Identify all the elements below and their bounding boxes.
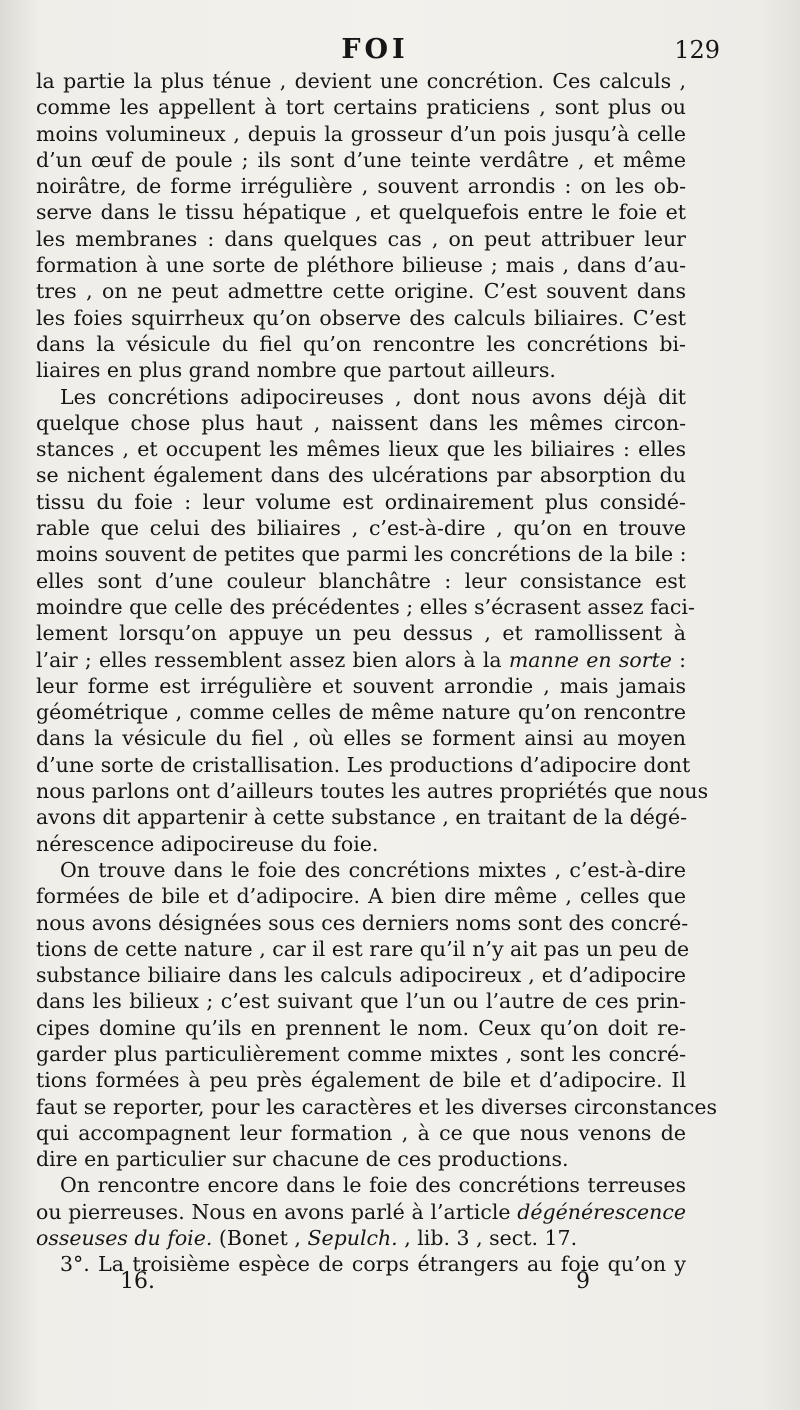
text-line xyxy=(36,1199,686,1225)
text-line: avons dit appartenir à cette substance , en traitant de la dégé- xyxy=(36,805,688,830)
text-line: quelque chose plus haut , naissent dans les mêmes circon- xyxy=(36,410,686,435)
text-line: comme les appellent à tort certains praticiens , sont plus ou xyxy=(36,95,686,120)
text-line: stances , et occupent les mêmes lieux que les biliaires : elles xyxy=(36,437,686,462)
text-line xyxy=(36,1225,686,1251)
text-line: cipes domine qu’ils en prennent le nom. Ceux qu’on doit re- xyxy=(36,1015,686,1040)
text-line xyxy=(36,647,686,673)
italic-term: dégénérescence xyxy=(517,1199,686,1224)
text-line: noirâtre, de forme irrégulière , souvent arrondis : on les ob- xyxy=(36,174,686,199)
text-line: d’une sorte de cristallisation. Les productions d’adipocire dont xyxy=(36,752,691,777)
text-line: se nichent également dans des ulcérations par absorption du xyxy=(36,463,686,488)
text-line: qui accompagnent leur formation , à ce que nous venons de xyxy=(36,1120,686,1145)
italic-term: manne en sorte xyxy=(508,647,672,672)
text-line: tissu du foie : leur volume est ordinairement plus considé- xyxy=(36,489,686,514)
text-line: On trouve dans le foie des concrétions mixtes , c’est-à-dire xyxy=(60,857,686,882)
text-line: leur forme est irrégulière et souvent arrondie , mais jamais xyxy=(36,673,686,698)
text-line: moindre que celle des précédentes ; elles s’écrasent assez faci- xyxy=(36,594,695,619)
text-line: liaires en plus grand nombre que partout ailleurs. xyxy=(36,358,556,383)
page-header xyxy=(30,34,720,70)
signature-mark: 16. xyxy=(120,1269,155,1294)
text-line: moins souvent de petites que parmi les concrétions de la bile : xyxy=(36,542,687,567)
text-fragment: : xyxy=(671,647,686,672)
running-head: FOI xyxy=(341,34,409,65)
text-line: Les concrétions adipocireuses , dont nous avons déjà dit xyxy=(60,384,686,409)
text-line: tres , on ne peut admettre cette origine. C’est souvent dans xyxy=(36,279,686,304)
text-line: 3°. La troisième espèce de corps étrangers au foie qu’on y xyxy=(60,1252,686,1277)
text-line: les membranes : dans quelques cas , on peut attribuer leur xyxy=(36,226,686,251)
text-line: elles sont d’une couleur blanchâtre : leur consistance est xyxy=(36,568,686,593)
text-line: faut se reporter, pour les caractères et les diverses circonstances xyxy=(36,1094,718,1119)
text-line: dans la vésicule du fiel , où elles se forment ainsi au moyen xyxy=(36,726,686,751)
text-line: dans la vésicule du fiel qu’on rencontre les concrétions bi- xyxy=(36,331,686,356)
italic-term: Sepulch. xyxy=(307,1226,398,1251)
text-fragment: , lib. 3 , sect. 17. xyxy=(397,1226,578,1251)
text-fragment: (Bonet , xyxy=(218,1226,308,1251)
page-number: 129 xyxy=(674,36,720,64)
text-fragment: ou pierreuses. Nous en avons parlé à l’article xyxy=(36,1199,518,1224)
page-footer xyxy=(120,1269,590,1299)
text-line: On rencontre encore dans le foie des concrétions terreuses xyxy=(60,1173,686,1198)
text-line: géométrique , comme celles de même nature qu’on rencontre xyxy=(36,700,686,725)
text-line: les foies squirrheux qu’on observe des calculs biliaires. C’est xyxy=(36,305,686,330)
text-line: substance biliaire dans les calculs adipocireux , et d’adipocire xyxy=(36,963,686,988)
text-line: la partie la plus ténue , devient une concrétion. Ces calculs , xyxy=(36,69,686,93)
text-line: nous parlons ont d’ailleurs toutes les autres propriétés que nous xyxy=(36,779,709,804)
text-line: d’un œuf de poule ; ils sont d’une teinte verdâtre , et même xyxy=(36,147,686,172)
text-line: nérescence adipocireuse du foie. xyxy=(36,831,379,856)
sheet-number: 9 xyxy=(576,1269,590,1294)
italic-term: osseuses du foie. xyxy=(36,1226,219,1251)
text-line: tions de cette nature , car il est rare qu’il n’y ait pas un peu de xyxy=(36,936,690,961)
text-line: formées de bile et d’adipocire. A bien dire même , celles que xyxy=(36,884,686,909)
text-line: lement lorsqu’on appuye un peu dessus , et ramollissent à xyxy=(36,621,686,646)
text-line: dire en particulier sur chacune de ces productions. xyxy=(36,1147,569,1172)
text-line: formation à une sorte de pléthore bilieuse ; mais , dans d’au- xyxy=(36,253,686,278)
text-line: dans les bilieux ; c’est suivant que l’un ou l’autre de ces prin- xyxy=(36,989,686,1014)
text-fragment: l’air ; elles ressemblent assez bien alors à la xyxy=(36,647,509,672)
text-line: serve dans le tissu hépatique , et quelquefois entre le foie et xyxy=(36,200,686,225)
text-line: nous avons désignées sous ces derniers noms sont des concré- xyxy=(36,910,689,935)
text-line: rable que celui des biliaires , c’est-à-dire , qu’on en trouve xyxy=(36,516,686,541)
body-text xyxy=(36,68,718,1278)
text-line: tions formées à peu près également de bile et d’adipocire. Il xyxy=(36,1068,686,1093)
text-line: garder plus particulièrement comme mixtes , sont les concré- xyxy=(36,1041,686,1066)
text-line: moins volumineux , depuis la grosseur d’un pois jusqu’à celle xyxy=(36,121,686,146)
